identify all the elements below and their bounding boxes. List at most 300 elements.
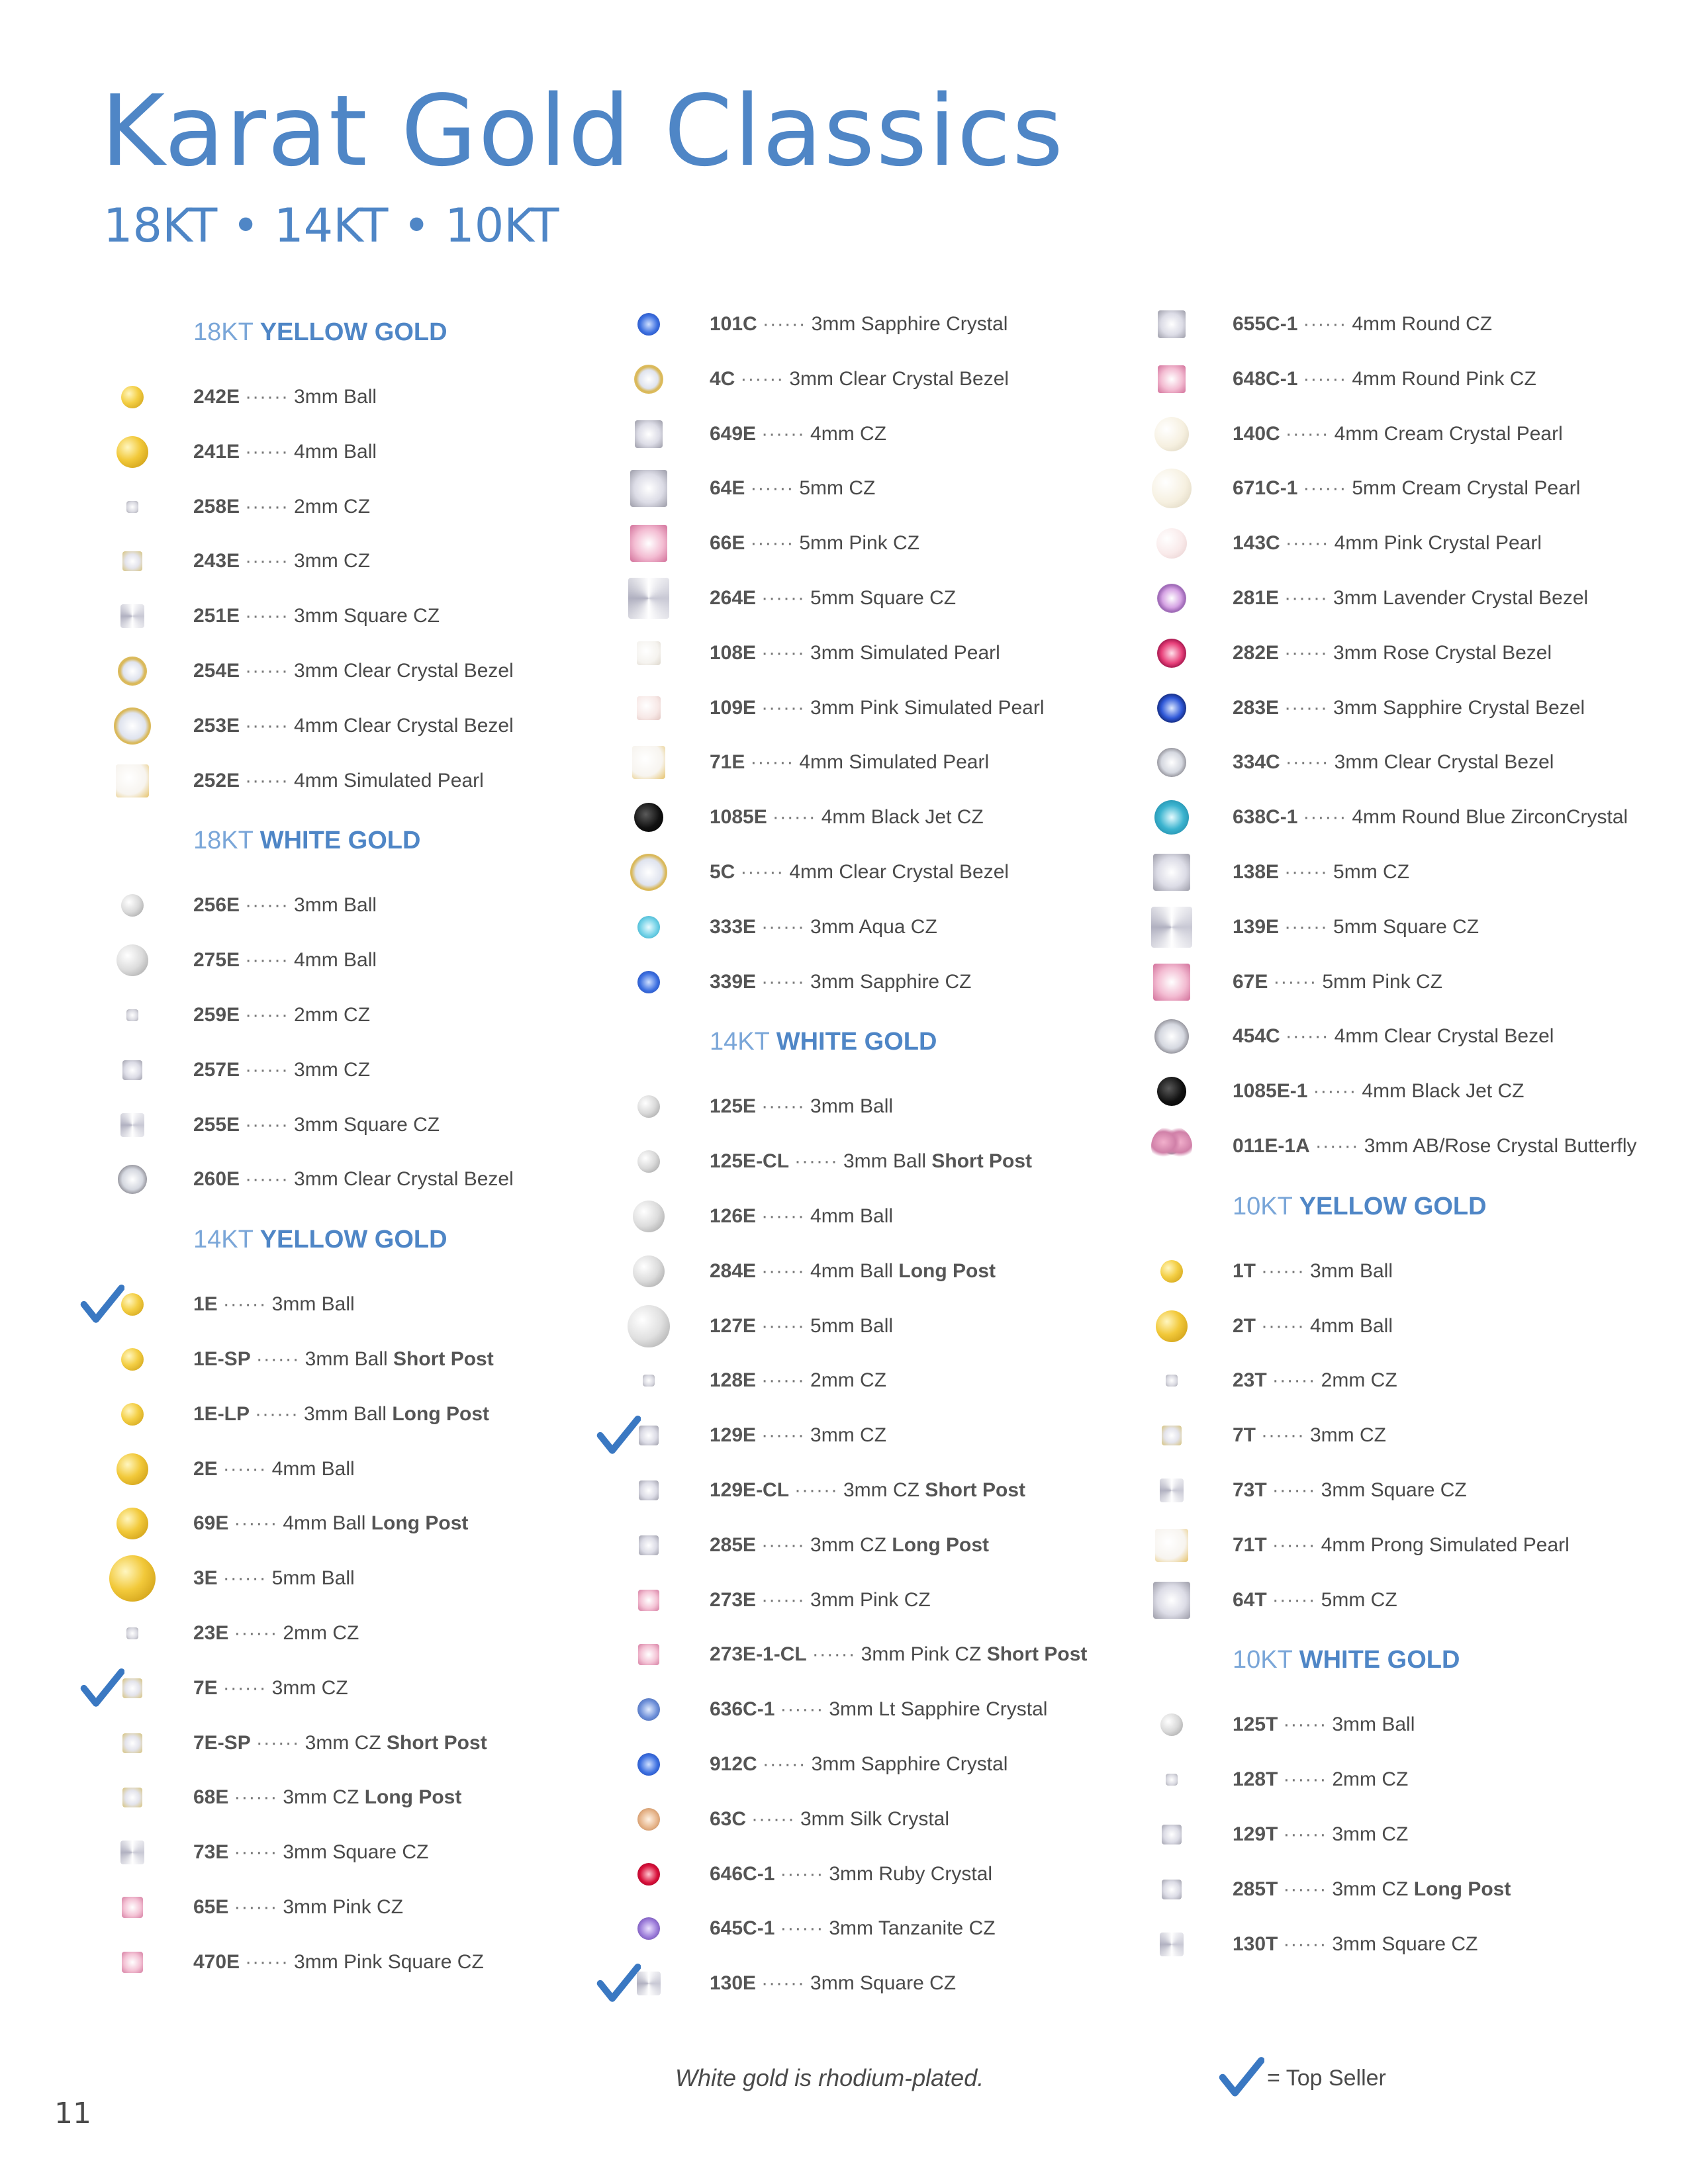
check-icon [1218, 2054, 1264, 2101]
product-text [193, 1497, 468, 1550]
product-item [132, 590, 649, 643]
gold-ball-sm-icon [121, 386, 144, 408]
product-code: 257E [193, 1058, 240, 1081]
product-item [649, 682, 1165, 735]
product-description: 4mm Ball [271, 1457, 355, 1480]
product-code: 73T [1233, 1479, 1267, 1501]
product-code: 127E [710, 1314, 757, 1337]
product-code: 66E [710, 532, 745, 555]
product-description: 3mm Clear Crystal Bezel [1334, 751, 1554, 774]
product-item [1172, 1409, 1688, 1462]
product-item [132, 371, 649, 424]
product-text [710, 1738, 1008, 1791]
gold-ball-sm-icon [121, 1293, 144, 1316]
product-item [649, 1738, 1165, 1791]
leader-dots: ······ [761, 1205, 806, 1227]
cz-square-sm-icon [120, 1113, 144, 1137]
section-karat: 10KT [1233, 1192, 1293, 1220]
product-item [1172, 736, 1688, 789]
product-description: 3mm Sapphire CZ [810, 970, 972, 993]
silver-ball-md-icon [633, 1255, 665, 1287]
product-item [1172, 1863, 1688, 1916]
product-text [710, 1848, 992, 1901]
product-description: 3mm Square CZ [810, 1972, 957, 1995]
product-text [1233, 682, 1585, 735]
product-description: 5mm Pink CZ [1322, 970, 1443, 993]
product-item [1172, 1698, 1688, 1751]
bezel-silver-sm-icon [118, 1165, 147, 1194]
product-item [132, 1717, 649, 1770]
product-description: 3mm Ball [843, 1150, 927, 1173]
product-item [1172, 353, 1688, 406]
product-code: 636C-1 [710, 1698, 775, 1721]
product-description: 4mm Clear Crystal Bezel [789, 861, 1009, 883]
legend-label: = Top Seller [1267, 2066, 1386, 2091]
product-code: 71E [710, 751, 745, 774]
product-item [649, 901, 1165, 954]
product-text [1233, 1519, 1570, 1572]
product-description: 3mm CZ [271, 1676, 348, 1699]
section-heading [193, 821, 420, 860]
product-description: 3mm Clear Crystal Bezel [294, 1168, 514, 1191]
leader-dots: ······ [1283, 1933, 1327, 1955]
product-item [649, 846, 1165, 899]
product-description: 3mm Ball [305, 1348, 388, 1370]
product-code: 638C-1 [1233, 806, 1298, 829]
cz-square-sm-icon [120, 604, 144, 628]
top-seller-check-icon [596, 1961, 641, 2006]
product-description: 5mm Square CZ [1333, 915, 1479, 938]
product-text [193, 1936, 484, 1989]
leader-dots: ······ [234, 1786, 278, 1809]
leader-dots: ······ [761, 1533, 806, 1556]
product-text [1233, 1863, 1511, 1916]
leader-dots: ······ [761, 1424, 806, 1447]
product-description: 3mm Ruby Crystal [829, 1862, 993, 1885]
product-code: 7E [193, 1676, 218, 1699]
product-item [1172, 1354, 1688, 1407]
bezel-silver-sm-icon [1157, 748, 1186, 777]
product-text [1233, 1010, 1554, 1063]
leader-dots: ······ [761, 915, 806, 938]
rose-bezel-icon [1157, 639, 1186, 668]
leader-dots: ······ [1272, 1479, 1316, 1501]
cz-xs-icon [1166, 1375, 1178, 1387]
silver-ball-md-icon [633, 1201, 665, 1232]
product-description: 3mm Sapphire Crystal [811, 1753, 1008, 1775]
product-item [1172, 627, 1688, 680]
product-description: 5mm CZ [799, 477, 876, 500]
product-code: 67E [1233, 970, 1268, 993]
product-code: 334C [1233, 751, 1280, 774]
leader-dots: ······ [761, 1095, 806, 1118]
pink-cz-sm-icon [122, 1897, 143, 1918]
leader-dots: ······ [1284, 641, 1329, 664]
product-description: 3mm Square CZ [1321, 1479, 1467, 1501]
product-code: 256E [193, 894, 240, 917]
product-item [649, 1683, 1165, 1736]
product-text [193, 754, 484, 807]
product-code: 129E [710, 1424, 757, 1447]
product-text [710, 1409, 886, 1462]
product-text [710, 1574, 931, 1627]
product-description: 3mm Rose Crystal Bezel [1333, 641, 1552, 664]
leader-dots: ······ [1303, 806, 1347, 829]
leader-dots: ······ [1273, 970, 1317, 993]
cz-square-sm-icon [637, 1972, 661, 1995]
section-heading [1233, 1640, 1460, 1680]
pearl-prong-icon [1155, 1529, 1188, 1562]
product-description: 4mm Cream Crystal Pearl [1334, 422, 1563, 445]
product-text [1233, 1409, 1386, 1462]
leader-dots: ······ [1283, 1878, 1327, 1900]
pink-cz-md-icon [1158, 365, 1186, 393]
product-item [132, 879, 649, 932]
cz-xs-icon [643, 1375, 655, 1387]
leader-dots: ······ [245, 1113, 289, 1136]
product-description: 4mm Ball [283, 1512, 366, 1535]
cz-xs-icon [126, 1627, 138, 1639]
section-heading [1233, 1187, 1487, 1226]
product-description: 3mm Ball [294, 894, 377, 917]
product-item [132, 1333, 649, 1386]
product-text [710, 1245, 996, 1298]
leader-dots: ······ [761, 1369, 806, 1392]
product-item [1172, 901, 1688, 954]
product-variant: Short Post [393, 1348, 494, 1370]
product-text [1233, 901, 1479, 954]
product-code: 275E [193, 949, 240, 972]
leader-dots: ······ [761, 696, 806, 719]
product-item [649, 353, 1165, 406]
product-description: 3mm Tanzanite CZ [829, 1917, 996, 1940]
product-description: 3mm Ball [294, 386, 377, 408]
product-code: 1085E-1 [1233, 1080, 1308, 1103]
product-description: 4mm Round CZ [1352, 313, 1493, 335]
bezel-gold-md-icon [630, 854, 667, 891]
leader-dots: ······ [812, 1643, 856, 1666]
product-code: 23T [1233, 1369, 1267, 1392]
product-code: 339E [710, 970, 757, 993]
product-description: 4mm Pink Crystal Pearl [1334, 532, 1542, 555]
product-item [132, 934, 649, 987]
product-description: 3mm CZ [1332, 1878, 1409, 1900]
aqua-sm-icon [637, 916, 660, 938]
product-code: 285T [1233, 1878, 1278, 1900]
section-metal: YELLOW GOLD [1299, 1192, 1487, 1220]
product-description: 3mm Lavender Crystal Bezel [1333, 587, 1589, 609]
product-item [1172, 517, 1688, 570]
product-variant: Short Post [387, 1731, 487, 1754]
leader-dots: ······ [234, 1896, 278, 1918]
product-code: 101C [710, 313, 757, 335]
product-description: 2mm CZ [294, 1004, 371, 1026]
product-description: 4mm Clear Crystal Bezel [1334, 1025, 1554, 1048]
gold-ball-md-icon [117, 436, 148, 468]
product-description: 4mm Round Blue ZirconCrystal [1352, 806, 1628, 829]
product-text [710, 1902, 996, 1955]
product-description: 3mm CZ [843, 1479, 919, 1501]
cz-lg-icon [1153, 1582, 1190, 1619]
product-text [710, 353, 1009, 406]
top-seller-check-icon [79, 1282, 124, 1327]
product-description: 3mm CZ [305, 1731, 381, 1754]
product-description: 3mm Ball [810, 1095, 894, 1118]
product-description: 2mm CZ [810, 1369, 887, 1392]
product-item [1172, 298, 1688, 351]
product-item [132, 1443, 649, 1496]
product-code: 23E [193, 1622, 229, 1644]
product-code: 129E-CL [710, 1479, 790, 1501]
pearl-prong-icon [116, 764, 149, 797]
pearl-prong-icon [632, 746, 665, 779]
leader-dots: ······ [245, 769, 289, 792]
cz-md-icon [635, 420, 663, 448]
product-description: 5mm CZ [1333, 861, 1410, 883]
jet-md-icon [634, 803, 663, 832]
product-text [710, 682, 1045, 735]
product-description: 5mm Cream Crystal Pearl [1352, 477, 1581, 500]
product-text [193, 1607, 359, 1660]
leader-dots: ······ [1303, 313, 1347, 335]
product-item [1172, 1464, 1688, 1517]
product-code: 128E [710, 1369, 757, 1392]
leader-dots: ······ [256, 1731, 300, 1754]
product-code: 64E [710, 477, 745, 500]
page-title: Karat Gold Classics [101, 74, 1065, 188]
product-description: 3mm CZ [1309, 1424, 1386, 1447]
cz-lg-icon [630, 470, 667, 507]
product-description: 4mm Simulated Pearl [294, 769, 484, 792]
leader-dots: ······ [234, 1841, 278, 1864]
product-code: 646C-1 [710, 1862, 775, 1885]
product-description: 3mm Pink CZ [861, 1643, 982, 1666]
product-description: 4mm Round Pink CZ [1352, 367, 1536, 390]
product-item [649, 736, 1165, 789]
sapphire-sm-icon [637, 313, 660, 336]
product-item [1172, 1300, 1688, 1353]
leader-dots: ······ [245, 1004, 289, 1026]
product-description: 2mm CZ [283, 1622, 359, 1644]
jet-md-icon [1157, 1077, 1186, 1106]
section-metal: WHITE GOLD [776, 1028, 937, 1056]
product-text [193, 1552, 355, 1605]
product-variant: Long Post [392, 1402, 490, 1425]
cream-pearl-lg-icon [1152, 469, 1192, 508]
product-item [132, 1278, 649, 1331]
product-item [649, 298, 1165, 351]
product-code: 470E [193, 1950, 240, 1973]
product-text [710, 1300, 893, 1353]
product-text [710, 1080, 893, 1133]
silver-ball-md-icon [117, 944, 148, 976]
sapphire-bezel-icon [1157, 694, 1186, 723]
product-text [710, 956, 971, 1009]
product-code: 242E [193, 386, 240, 408]
leader-dots: ······ [1285, 532, 1329, 555]
silk-sm-icon [637, 1808, 660, 1831]
product-item [649, 1793, 1165, 1846]
leader-dots: ······ [750, 532, 794, 555]
butterfly-icon [1151, 1126, 1192, 1167]
leader-dots: ······ [1303, 477, 1347, 500]
product-item [132, 1099, 649, 1152]
product-text [1233, 408, 1563, 461]
product-item [1172, 1574, 1688, 1627]
footnote: White gold is rhodium-plated. [675, 2064, 984, 2091]
product-code: 281E [1233, 587, 1280, 609]
product-text [193, 1153, 514, 1206]
product-description: 2mm CZ [1321, 1369, 1397, 1392]
product-code: 671C-1 [1233, 477, 1298, 500]
product-description: 4mm Ball [294, 440, 377, 463]
product-text [710, 1957, 956, 2010]
product-variant: Long Post [364, 1786, 462, 1809]
leader-dots: ······ [761, 1972, 806, 1995]
product-code: 454C [1233, 1025, 1280, 1048]
product-text [710, 517, 919, 570]
leader-dots: ······ [245, 1058, 289, 1081]
product-text [1233, 1918, 1477, 1971]
leader-dots: ······ [772, 806, 816, 829]
pink-cz-sm-icon [638, 1644, 659, 1665]
product-text [710, 1135, 1032, 1188]
product-code: 648C-1 [1233, 367, 1298, 390]
cz-xs-icon [126, 501, 138, 513]
product-text [193, 1826, 428, 1879]
product-description: 3mm Clear Crystal Bezel [294, 660, 514, 682]
product-code: 255E [193, 1113, 240, 1136]
product-item [649, 1409, 1165, 1462]
product-description: 5mm Pink CZ [799, 532, 920, 555]
section-heading [193, 312, 447, 352]
product-description: 3mm Clear Crystal Bezel [789, 367, 1009, 390]
leader-dots: ······ [256, 1348, 300, 1370]
product-code: 126E [710, 1205, 757, 1227]
product-text [1233, 846, 1409, 899]
product-text [193, 1388, 489, 1441]
leader-dots: ······ [761, 1259, 806, 1282]
leader-dots: ······ [1283, 1823, 1327, 1845]
leader-dots: ······ [1261, 1314, 1305, 1337]
product-code: 273E [710, 1588, 757, 1611]
sapphire-sm-icon [637, 1753, 660, 1776]
product-variant: Short Post [931, 1150, 1033, 1173]
product-variant: Long Post [1413, 1878, 1511, 1900]
product-item [649, 1464, 1165, 1517]
cz-gold-sm-icon [122, 1733, 142, 1753]
product-code: 5C [710, 861, 735, 883]
leader-dots: ······ [761, 970, 806, 993]
product-text [193, 1099, 440, 1152]
product-text [710, 1354, 886, 1407]
product-description: 2mm CZ [294, 495, 371, 518]
leader-dots: ······ [245, 714, 289, 737]
product-description: 3mm CZ [810, 1424, 887, 1447]
product-description: 4mm CZ [810, 422, 887, 445]
product-code: 655C-1 [1233, 313, 1298, 335]
product-code: 284E [710, 1259, 757, 1282]
product-item [1172, 1918, 1688, 1971]
tanzanite-sm-icon [637, 1917, 660, 1940]
product-item [132, 1497, 649, 1550]
cz-lg-icon [1153, 854, 1190, 891]
section-heading [193, 1220, 447, 1259]
pink-cz-sm-icon [122, 1952, 143, 1973]
leader-dots: ······ [762, 313, 806, 335]
leader-dots: ······ [234, 1512, 278, 1535]
leader-dots: ······ [780, 1698, 824, 1721]
product-item [132, 1388, 649, 1441]
leader-dots: ······ [1284, 915, 1329, 938]
product-code: 254E [193, 660, 240, 682]
product-code: 285E [710, 1533, 757, 1556]
product-item [649, 1519, 1165, 1572]
product-description: 4mm Clear Crystal Bezel [294, 714, 514, 737]
leader-dots: ······ [222, 1567, 267, 1590]
leader-dots: ······ [740, 367, 784, 390]
product-text [710, 298, 1008, 351]
product-code: 7T [1233, 1424, 1256, 1447]
leader-dots: ······ [222, 1293, 267, 1316]
product-text [193, 700, 514, 752]
product-code: 4C [710, 367, 735, 390]
product-code: 140C [1233, 422, 1280, 445]
product-item [132, 1771, 649, 1824]
product-text [710, 846, 1009, 899]
product-text [710, 1683, 1047, 1736]
product-item [1172, 1808, 1688, 1861]
leader-dots: ······ [1284, 861, 1329, 883]
leader-dots: ······ [750, 751, 794, 774]
product-item [132, 480, 649, 533]
gold-ball-md-icon [1156, 1310, 1188, 1342]
section-heading [710, 1022, 937, 1062]
product-code: 645C-1 [710, 1917, 775, 1940]
product-item [649, 1245, 1165, 1298]
product-code: 125E-CL [710, 1150, 790, 1173]
leader-dots: ······ [255, 1402, 299, 1425]
cz-gold-sm-icon [1162, 1426, 1182, 1445]
product-text [1233, 462, 1580, 515]
product-code: 130E [710, 1972, 757, 1995]
product-description: 3mm Pink CZ [810, 1588, 931, 1611]
leader-dots: ······ [245, 949, 289, 972]
cz-sm-icon [122, 1060, 142, 1080]
leader-dots: ······ [761, 1588, 806, 1611]
product-item [1172, 1753, 1688, 1806]
section-karat: 14KT [710, 1028, 770, 1056]
product-code: 130T [1233, 1933, 1278, 1955]
product-description: 4mm Black Jet CZ [1362, 1080, 1524, 1103]
product-item [649, 791, 1165, 844]
silver-ball-sm-icon [121, 894, 144, 917]
product-text [193, 535, 370, 588]
product-description: 3mm Square CZ [1332, 1933, 1478, 1955]
product-item [1172, 791, 1688, 844]
product-description: 4mm Simulated Pearl [799, 751, 990, 774]
product-item [649, 1080, 1165, 1133]
product-text [193, 1662, 348, 1715]
product-item [649, 517, 1165, 570]
section-metal: WHITE GOLD [259, 827, 421, 855]
section-karat: 10KT [1233, 1646, 1293, 1674]
product-description: 3mm Ball [1332, 1713, 1415, 1736]
leader-dots: ······ [1261, 1424, 1305, 1447]
product-item [649, 462, 1165, 515]
leader-dots: ······ [1303, 367, 1347, 390]
gold-ball-sm-icon [121, 1403, 144, 1426]
